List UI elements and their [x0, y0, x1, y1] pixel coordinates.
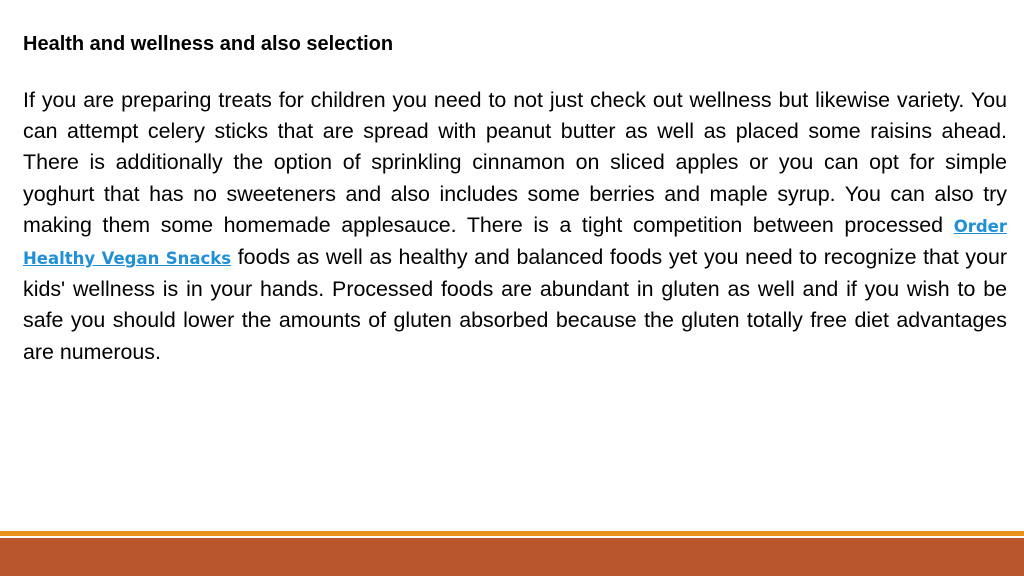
body-paragraph [23, 85, 1007, 368]
order-healthy-vegan-snacks-link[interactable]: Order Healthy Vegan Snacks [23, 216, 1007, 269]
page-title: Health and wellness and also selection [23, 33, 394, 55]
paragraph-text-part1: If you are preparing treats for children you need to not just check out wellness but likewise variety. You can attempt celery sticks that are spread with peanut butter as well as placed some raisins ahead. There is additionally the option of sprinkling cinnamon on sliced apples or you can opt for simple yoghurt that has no sweeteners and also includes some berries and maple syrup. You can also try making them some homemade applesauce. There is a tight competition between processed [23, 88, 1007, 237]
footer-band [0, 538, 1024, 576]
paragraph-text-part2: foods as well as healthy and balanced foods yet you need to recognize that your kids' wellness is in your hands. Processed foods are abundant in gluten as well and if you wish to be safe you should lower the amounts of gluten absorbed because the gluten totally free diet advantages are numerous. [23, 245, 1007, 364]
footer-accent-line [0, 531, 1024, 536]
